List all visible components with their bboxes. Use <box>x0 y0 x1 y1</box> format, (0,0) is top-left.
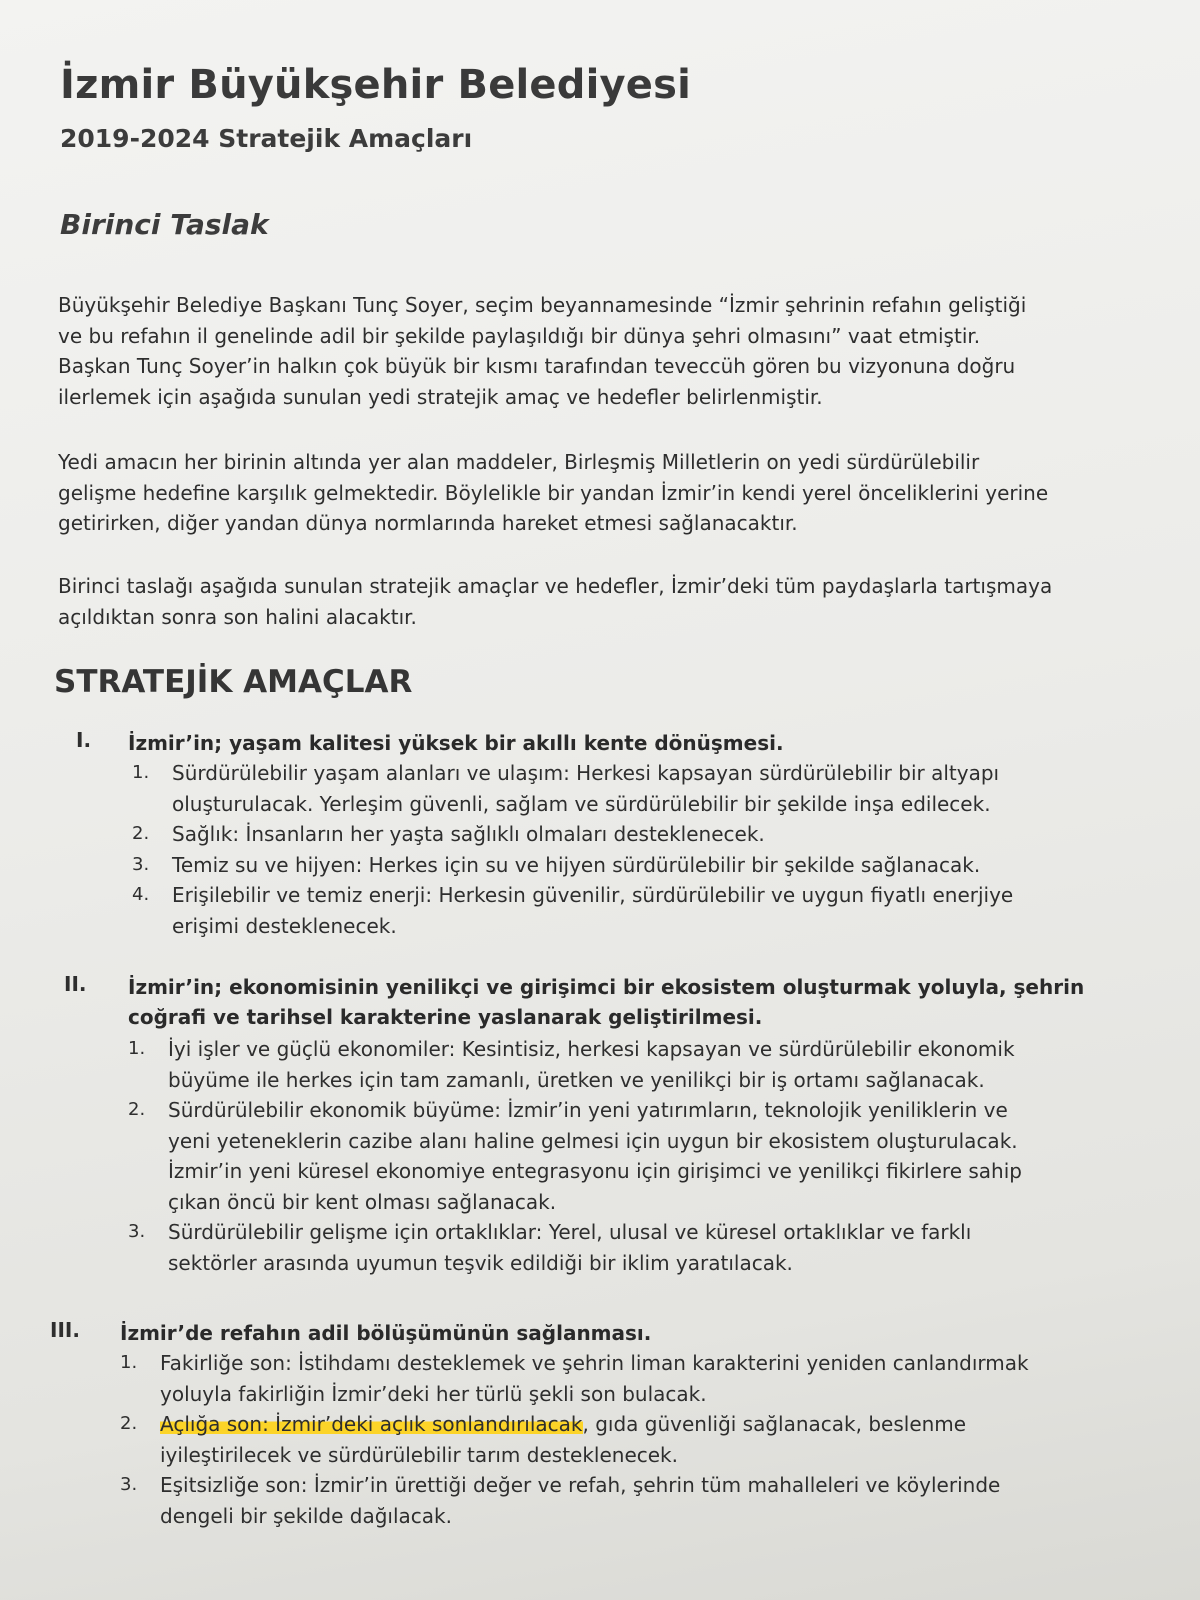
item-number: 3. <box>128 1221 146 1242</box>
goal-title <box>120 1318 651 1348</box>
intro-paragraph-1 <box>58 290 1148 412</box>
item-text-line: sektörler arasında uyumun teşvik edildiği bir iklim yaratılacak. <box>168 1250 793 1275</box>
item-text-line: yeni yeteneklerin cazibe alanı haline gelmesi için uygun bir ekosistem oluşturulacak. <box>168 1128 1018 1153</box>
draft-label: Birinci Taslak <box>60 208 269 241</box>
item-text-line: erişimi desteklenecek. <box>172 913 397 938</box>
goal-numeral: III. <box>50 1318 80 1342</box>
item-text-line: Erişilebilir ve temiz enerji: Herkesin güvenilir, sürdürülebilir ve uygun fiyatlı enerjiye <box>172 883 1014 907</box>
item-text-line: Sağlık: İnsanların her yaşta sağlıklı olmaları desteklenecek. <box>172 822 765 846</box>
item-number: 3. <box>120 1474 138 1495</box>
item-number: 2. <box>132 823 150 844</box>
item-text-line: Sürdürülebilir yaşam alanları ve ulaşım: Herkesi kapsayan sürdürülebilir bir altyapı <box>172 761 1000 785</box>
goal-title <box>128 972 1084 1032</box>
text-line: Büyükşehir Belediye Başkanı Tunç Soyer, seçim beyannamesinde “İzmir şehrinin refahın geliştiği <box>58 293 1027 317</box>
text-line: Başkan Tunç Soyer’in halkın çok büyük bir kısmı tarafından teveccüh gören bu vizyonuna doğru <box>58 354 1016 378</box>
list-item <box>120 1348 1029 1409</box>
intro-paragraph-3 <box>58 571 1148 632</box>
item-number: 1. <box>132 762 150 783</box>
item-text-line: Temiz su ve hijyen: Herkes için su ve hijyen sürdürülebilir bir şekilde sağlanacak. <box>172 852 981 877</box>
item-number: 4. <box>132 884 150 905</box>
goal-title <box>128 728 784 758</box>
goal-numeral: II. <box>64 972 87 996</box>
item-text-line: iyileştirilecek ve sürdürülebilir tarım desteklenecek. <box>160 1442 678 1467</box>
list-item <box>132 880 1014 941</box>
item-text-line: İyi işler ve güçlü ekonomiler: Kesintisiz, herkesi kapsayan ve sürdürülebilir ekonomik <box>168 1037 1015 1061</box>
goal-items <box>128 1034 1022 1278</box>
text-line: ilerlemek için aşağıda sunulan yedi stratejik amaç ve hedefler belirlenmiştir. <box>58 384 823 409</box>
document-subtitle: 2019-2024 Stratejik Amaçları <box>60 124 473 153</box>
item-text-line: dengeli bir şekilde dağılacak. <box>160 1503 452 1528</box>
item-text-line: İzmir’in yeni küresel ekonomiye entegrasyonu için girişimci ve yenilikçi fikirlere sahip <box>168 1159 1022 1183</box>
item-text-line: büyüme ile herkes için tam zamanlı, üretken ve yenilikçi bir iş ortamı sağlanacak. <box>168 1067 985 1092</box>
section-heading: STRATEJİK AMAÇLAR <box>54 664 413 700</box>
item-number: 1. <box>128 1038 146 1059</box>
goal-items <box>120 1348 1029 1531</box>
item-text-line <box>160 1409 1029 1440</box>
goal-title-line: coğrafi ve tarihsel karakterine yaslanarak geliştirilmesi. <box>128 1005 763 1029</box>
item-number: 2. <box>128 1099 146 1120</box>
list-item <box>128 1217 1022 1278</box>
item-text-line: yoluyla fakirliğin İzmir’deki her türlü şekli son bulacak. <box>160 1381 707 1406</box>
text-line: getirirken, diğer yandan dünya normlarında hareket etmesi sağlanacaktır. <box>58 511 798 535</box>
text-line: Birinci taslağı aşağıda sunulan stratejik amaçlar ve hedefler, İzmir’deki tüm paydaşlarla tartışmaya <box>58 574 1053 598</box>
item-text-line: Sürdürülebilir ekonomik büyüme: İzmir’in yeni yatırımların, teknolojik yeniliklerin ve <box>168 1098 1008 1122</box>
text-line: ve bu refahın il genelinde adil bir şekilde paylaşıldığı bir dünya şehri olmasını” vaat etmiştir. <box>58 323 981 348</box>
list-item <box>120 1470 1029 1531</box>
goal-title-line: İzmir’in; ekonomisinin yenilikçi ve girişimci bir ekosistem oluşturmak yoluyla, şehrin <box>128 975 1085 999</box>
list-item <box>132 850 1013 881</box>
list-item <box>132 758 1013 819</box>
intro-paragraph-2 <box>58 447 1148 539</box>
text-line: gelişme hedefine karşılık gelmektedir. Böylelikle bir yandan İzmir’in kendi yerel önceliklerini yerine <box>58 480 1049 505</box>
item-number: 1. <box>120 1352 138 1373</box>
item-text-line: çıkan öncü bir kent olması sağlanacak. <box>168 1189 557 1214</box>
list-item <box>132 819 1013 850</box>
item-number: 2. <box>120 1413 138 1434</box>
text-line: açıldıktan sonra son halini alacaktır. <box>58 604 417 629</box>
document-title: İzmir Büyükşehir Belediyesi <box>60 62 692 108</box>
item-text-line: Fakirliğe son: İstihdamı desteklemek ve şehrin liman karakterini yeniden canlandırmak <box>160 1351 1029 1375</box>
text-line: Yedi amacın her birinin altında yer alan maddeler, Birleşmiş Milletlerin on yedi sürdürülebilir <box>58 450 980 474</box>
goal-items <box>132 758 1014 941</box>
item-text-line: Eşitsizliğe son: İzmir’in ürettiği değer ve refah, şehrin tüm mahalleleri ve köylerinde <box>160 1473 1001 1497</box>
list-item <box>128 1095 1022 1217</box>
highlighted-text: Açlığa son: İzmir’deki açlık sonlandırılacak <box>160 1412 583 1436</box>
list-item <box>128 1034 1022 1095</box>
goal-title-line: İzmir’in; yaşam kalitesi yüksek bir akıllı kente dönüşmesi. <box>128 731 784 755</box>
item-text-line: Sürdürülebilir gelişme için ortaklıklar: Yerel, ulusal ve küresel ortaklıklar ve farklı <box>168 1220 972 1244</box>
item-text-rest: , gıda güvenliği sağlanacak, beslenme <box>582 1412 967 1436</box>
goal-numeral: I. <box>76 728 92 752</box>
list-item <box>120 1409 1029 1470</box>
goal-title-line: İzmir’de refahın adil bölüşümünün sağlanması. <box>120 1321 652 1345</box>
item-text-line: oluşturulacak. Yerleşim güvenli, sağlam ve sürdürülebilir bir şekilde inşa edilecek. <box>172 791 991 816</box>
item-number: 3. <box>132 853 150 875</box>
